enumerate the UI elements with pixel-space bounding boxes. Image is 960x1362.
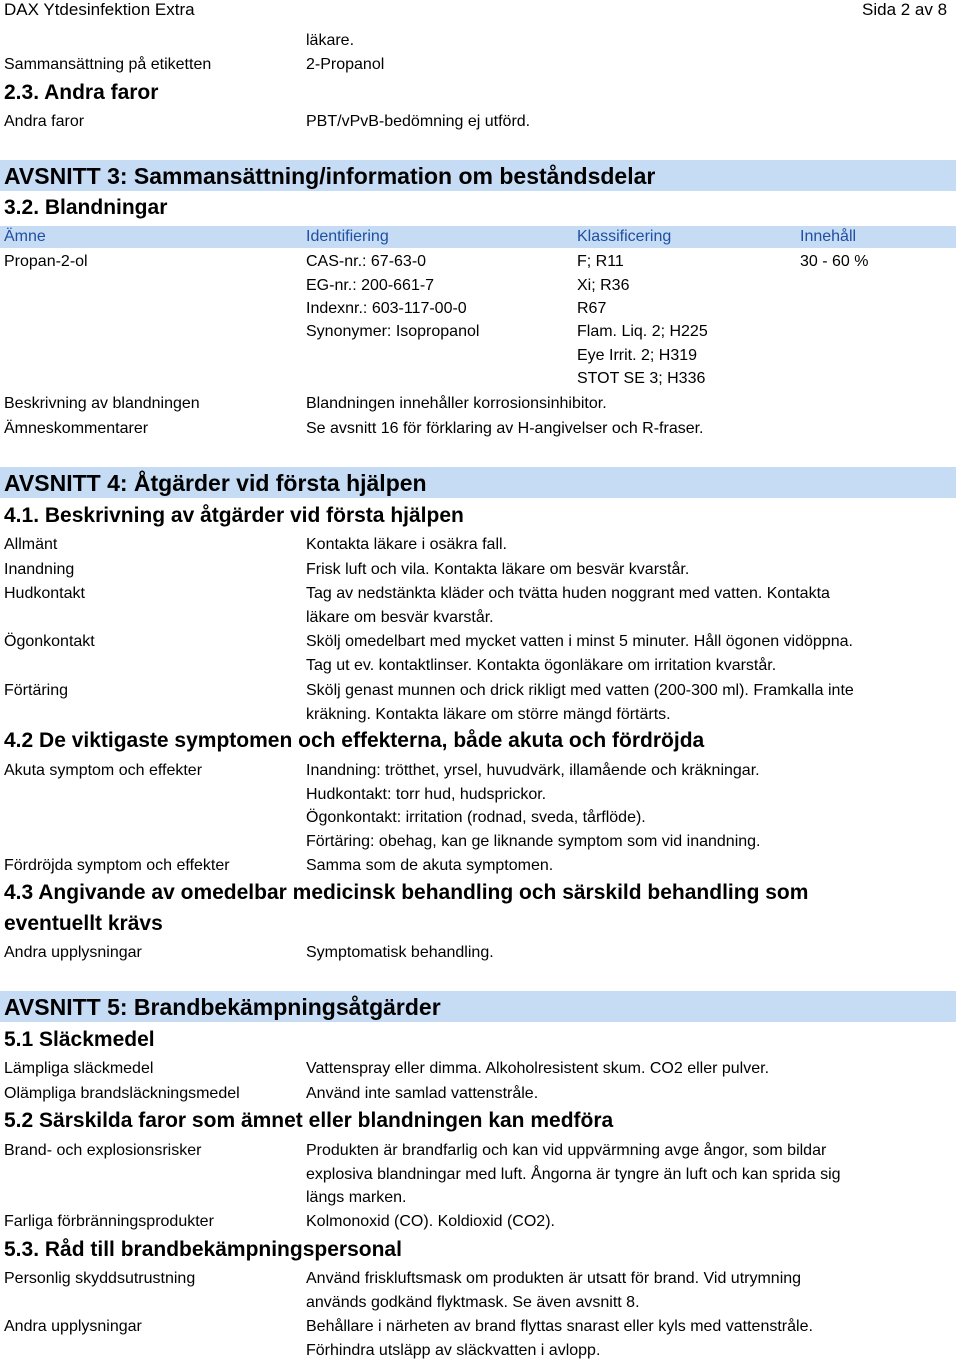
value-line: används godkänd flyktmask. Se även avsnitt 8. bbox=[306, 1291, 801, 1315]
value-line: Behållare i närheten av brand flyttas snarast eller kyls med vattenstråle. bbox=[306, 1315, 813, 1339]
subsection-4-3-cont: eventuellt krävs bbox=[4, 910, 163, 938]
label-akuta: Akuta symptom och effekter bbox=[4, 761, 202, 781]
subsection-5-3: 5.3. Råd till brandbekämpningspersonal bbox=[4, 1236, 402, 1264]
label-brand-explosion: Brand- och explosionsrisker bbox=[4, 1141, 201, 1161]
value-line: Symptomatisk behandling. bbox=[306, 941, 494, 965]
content-value: 30 - 60 % bbox=[800, 252, 868, 272]
label-farliga-produkter: Farliga förbränningsprodukter bbox=[4, 1212, 214, 1232]
heading-2-3: 2.3. Andra faror bbox=[4, 79, 158, 107]
classification-line: STOT SE 3; H336 bbox=[577, 369, 705, 389]
col-header-substance: Ämne bbox=[4, 227, 46, 247]
label-hudkontakt: Hudkontakt bbox=[4, 584, 85, 604]
subsection-5-2: 5.2 Särskilda faror som ämnet eller blandningen kan medföra bbox=[4, 1107, 613, 1135]
value-lampliga bbox=[306, 1057, 769, 1081]
value-andra-upplysningar-5 bbox=[306, 1315, 813, 1362]
label-inandning: Inandning bbox=[4, 560, 74, 580]
value-line: Tag av nedstänkta kläder och tvätta huden noggrant med vatten. Kontakta bbox=[306, 582, 830, 606]
value-fortaring bbox=[306, 679, 854, 726]
value-line: Använd friskluftsmask om produkten är utsatt för brand. Vid utrymning bbox=[306, 1267, 801, 1291]
value-line: Tag ut ev. kontaktlinser. Kontakta ögonläkare om irritation kvarstår. bbox=[306, 654, 853, 678]
label-beskrivning: Beskrivning av blandningen bbox=[4, 394, 200, 414]
value-line: Ögonkontakt: irritation (rodnad, sveda, tårflöde). bbox=[306, 806, 760, 830]
value-farliga-produkter bbox=[306, 1210, 555, 1234]
continuation-text: läkare. bbox=[306, 31, 354, 51]
section-3-title: AVSNITT 3: Sammansättning/information om beståndsdelar bbox=[4, 161, 655, 191]
value-personlig-skydd bbox=[306, 1267, 801, 1314]
label-etikett: Sammansättning på etiketten bbox=[4, 55, 211, 75]
value-line: Förhindra utsläpp av släckvatten i avlopp. bbox=[306, 1339, 813, 1362]
value-line: Hudkontakt: torr hud, hudsprickor. bbox=[306, 783, 760, 807]
label-andra-upplysningar-5: Andra upplysningar bbox=[4, 1317, 142, 1337]
value-line: Samma som de akuta symptomen. bbox=[306, 854, 553, 878]
classification-line: Flam. Liq. 2; H225 bbox=[577, 322, 708, 342]
subsection-4-3: 4.3 Angivande av omedelbar medicinsk behandling och särskild behandling som bbox=[4, 879, 808, 907]
label-andra-faror: Andra faror bbox=[4, 112, 84, 132]
label-amneskommentarer: Ämneskommentarer bbox=[4, 419, 148, 439]
value-andra-faror: PBT/vPvB-bedömning ej utförd. bbox=[306, 112, 530, 132]
identification-line: CAS-nr.: 67-63-0 bbox=[306, 252, 426, 272]
label-allmant: Allmänt bbox=[4, 535, 57, 555]
value-etikett: 2-Propanol bbox=[306, 55, 384, 75]
label-ogonkontakt: Ögonkontakt bbox=[4, 632, 95, 652]
subsection-4-2: 4.2 De viktigaste symptomen och effekterna, både akuta och fördröjda bbox=[4, 727, 704, 755]
label-fortaring: Förtäring bbox=[4, 681, 68, 701]
value-line: Skölj omedelbart med mycket vatten i minst 5 minuter. Håll ögonen vidöppna. bbox=[306, 630, 853, 654]
value-akuta bbox=[306, 759, 760, 853]
subsection-3-2: 3.2. Blandningar bbox=[4, 194, 167, 222]
page-number: Sida 2 av 8 bbox=[862, 0, 947, 20]
value-andra-upplysningar-4 bbox=[306, 941, 494, 965]
value-line: Kolmonoxid (CO). Koldioxid (CO2). bbox=[306, 1210, 555, 1234]
value-beskrivning: Blandningen innehåller korrosionsinhibitor. bbox=[306, 394, 607, 414]
subsection-5-1: 5.1 Släckmedel bbox=[4, 1026, 155, 1054]
value-line: längs marken. bbox=[306, 1186, 841, 1210]
value-line: Använd inte samlad vattenstråle. bbox=[306, 1082, 538, 1106]
value-hudkontakt bbox=[306, 582, 830, 629]
value-olampliga bbox=[306, 1082, 538, 1106]
subsection-4-1: 4.1. Beskrivning av åtgärder vid första hjälpen bbox=[4, 502, 464, 530]
classification-line: Eye Irrit. 2; H319 bbox=[577, 346, 697, 366]
value-allmant bbox=[306, 533, 507, 557]
document-title: DAX Ytdesinfektion Extra bbox=[4, 0, 195, 20]
label-andra-upplysningar-4: Andra upplysningar bbox=[4, 943, 142, 963]
value-line: explosiva blandningar med luft. Ångorna är tyngre än luft och kan sprida sig bbox=[306, 1163, 841, 1187]
label-olampliga: Olämpliga brandsläckningsmedel bbox=[4, 1084, 240, 1104]
value-fordrojda bbox=[306, 854, 553, 878]
classification-line: F; R11 bbox=[577, 252, 624, 272]
value-ogonkontakt bbox=[306, 630, 853, 677]
value-line: Förtäring: obehag, kan ge liknande symptom som vid inandning. bbox=[306, 830, 760, 854]
section-5-title: AVSNITT 5: Brandbekämpningsåtgärder bbox=[4, 992, 441, 1022]
value-line: läkare om besvär kvarstår. bbox=[306, 606, 830, 630]
label-fordrojda: Fördröjda symptom och effekter bbox=[4, 856, 230, 876]
value-line: kräkning. Kontakta läkare om större mängd förtärts. bbox=[306, 703, 854, 727]
value-amneskommentarer: Se avsnitt 16 för förklaring av H-angivelser och R-fraser. bbox=[306, 419, 704, 439]
substance-name: Propan-2-ol bbox=[4, 252, 88, 272]
col-header-identification: Identifiering bbox=[306, 227, 389, 247]
value-line: Produkten är brandfarlig och kan vid uppvärmning avge ångor, som bildar bbox=[306, 1139, 841, 1163]
classification-line: R67 bbox=[577, 299, 606, 319]
identification-line: Synonymer: Isopropanol bbox=[306, 322, 479, 342]
identification-line: EG-nr.: 200-661-7 bbox=[306, 276, 434, 296]
value-line: Vattenspray eller dimma. Alkoholresistent skum. CO2 eller pulver. bbox=[306, 1057, 769, 1081]
label-lampliga: Lämpliga släckmedel bbox=[4, 1059, 153, 1079]
value-inandning bbox=[306, 558, 689, 582]
value-line: Inandning: trötthet, yrsel, huvudvärk, illamående och kräkningar. bbox=[306, 759, 760, 783]
value-line: Frisk luft och vila. Kontakta läkare om besvär kvarstår. bbox=[306, 558, 689, 582]
value-line: Kontakta läkare i osäkra fall. bbox=[306, 533, 507, 557]
classification-line: Xi; R36 bbox=[577, 276, 629, 296]
section-4-title: AVSNITT 4: Åtgärder vid första hjälpen bbox=[4, 468, 427, 498]
label-personlig-skydd: Personlig skyddsutrustning bbox=[4, 1269, 195, 1289]
value-brand-explosion bbox=[306, 1139, 841, 1210]
col-header-classification: Klassificering bbox=[577, 227, 671, 247]
col-header-content: Innehåll bbox=[800, 227, 856, 247]
value-line: Skölj genast munnen och drick rikligt med vatten (200-300 ml). Framkalla inte bbox=[306, 679, 854, 703]
identification-line: Indexnr.: 603-117-00-0 bbox=[306, 299, 467, 319]
